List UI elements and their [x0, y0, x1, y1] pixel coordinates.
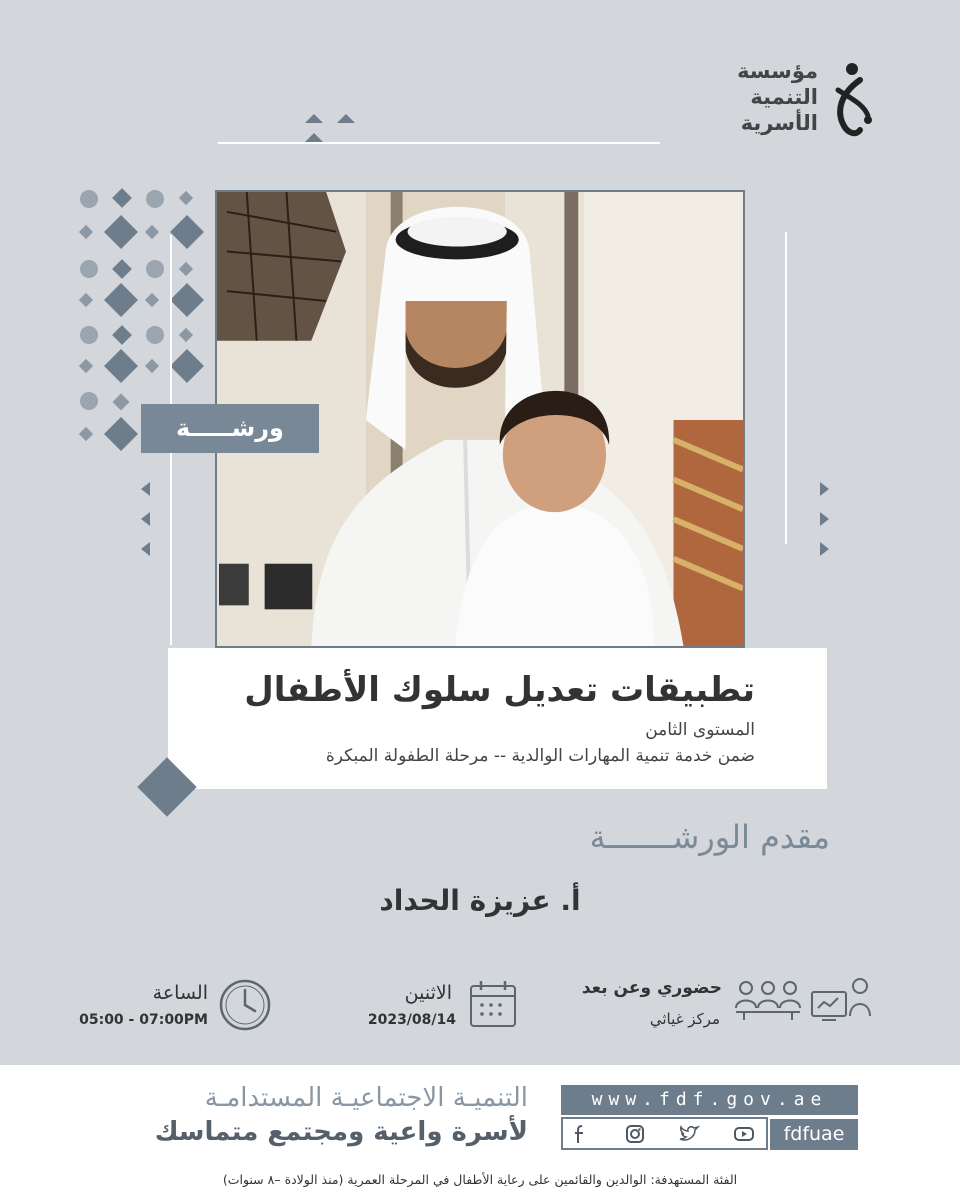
workshop-badge: ورشـــــة: [141, 404, 319, 453]
decor-arrow-right-3: [820, 542, 829, 556]
decor-arrow-right-2: [820, 512, 829, 526]
logo-line-2: التنمية: [750, 85, 818, 109]
decor-triangles-top: [305, 108, 395, 122]
decor-arrow-right-1: [820, 482, 829, 496]
people-group-icon: [734, 978, 802, 1022]
decor-vertical-line-right: [785, 232, 787, 544]
social-icons-bar: [561, 1117, 768, 1150]
footer: [0, 1065, 960, 1200]
presenter-label: مقدم الورشـــــــة: [589, 818, 830, 856]
instagram-icon[interactable]: [624, 1124, 646, 1144]
decor-arrow-left-1: [141, 482, 150, 496]
time-label: الساعة: [152, 982, 208, 1004]
logo-mark-icon: [830, 60, 874, 144]
decor-arrow-left-3: [141, 542, 150, 556]
logo: [720, 58, 880, 148]
target-audience: الفئة المستهدفة: الوالدين والقائمين على رعاية الأطفال في المرحلة العمرية (منذ الولادة –٨ سنوات): [222, 1172, 738, 1187]
logo-line-3: الأسرية: [740, 111, 818, 135]
facebook-icon[interactable]: [569, 1124, 591, 1144]
date-value: 2023/08/14: [367, 1012, 456, 1028]
twitter-icon[interactable]: [678, 1124, 700, 1144]
workshop-subtitle: ضمن خدمة تنمية المهارات الوالدية -- مرحلة الطفولة المبكرة: [325, 746, 755, 766]
workshop-title: تطبيقات تعديل سلوك الأطفال: [244, 670, 755, 710]
time-value: 05:00 - 07:00PM: [79, 1012, 208, 1028]
logo-line-1: مؤسسة: [737, 59, 818, 83]
website-link[interactable]: www.fdf.gov.ae: [561, 1085, 858, 1115]
remote-screen-icon: [810, 976, 874, 1024]
social-handle[interactable]: fdfuae: [770, 1119, 858, 1150]
decor-arrow-left-2: [141, 512, 150, 526]
attendance-mode: حضوري وعن بعد: [581, 978, 722, 998]
clock-icon: [218, 978, 272, 1032]
slogan-line-2: لأسرة واعية ومجتمع متماسك: [154, 1117, 528, 1147]
slogan-line-1: التنميـة الاجتماعيـة المستدامـة: [204, 1083, 528, 1113]
workshop-level: المستوى الثامن: [645, 720, 755, 740]
day-label: الاثنين: [404, 982, 452, 1004]
presenter-name: أ. عزيزة الحداد: [379, 884, 581, 917]
divider-line: [218, 142, 660, 144]
youtube-icon[interactable]: [733, 1124, 755, 1144]
title-card: [168, 648, 827, 789]
logo-text: [737, 58, 818, 136]
calendar-icon: [467, 978, 519, 1030]
location: مركز غياثي: [649, 1010, 720, 1028]
